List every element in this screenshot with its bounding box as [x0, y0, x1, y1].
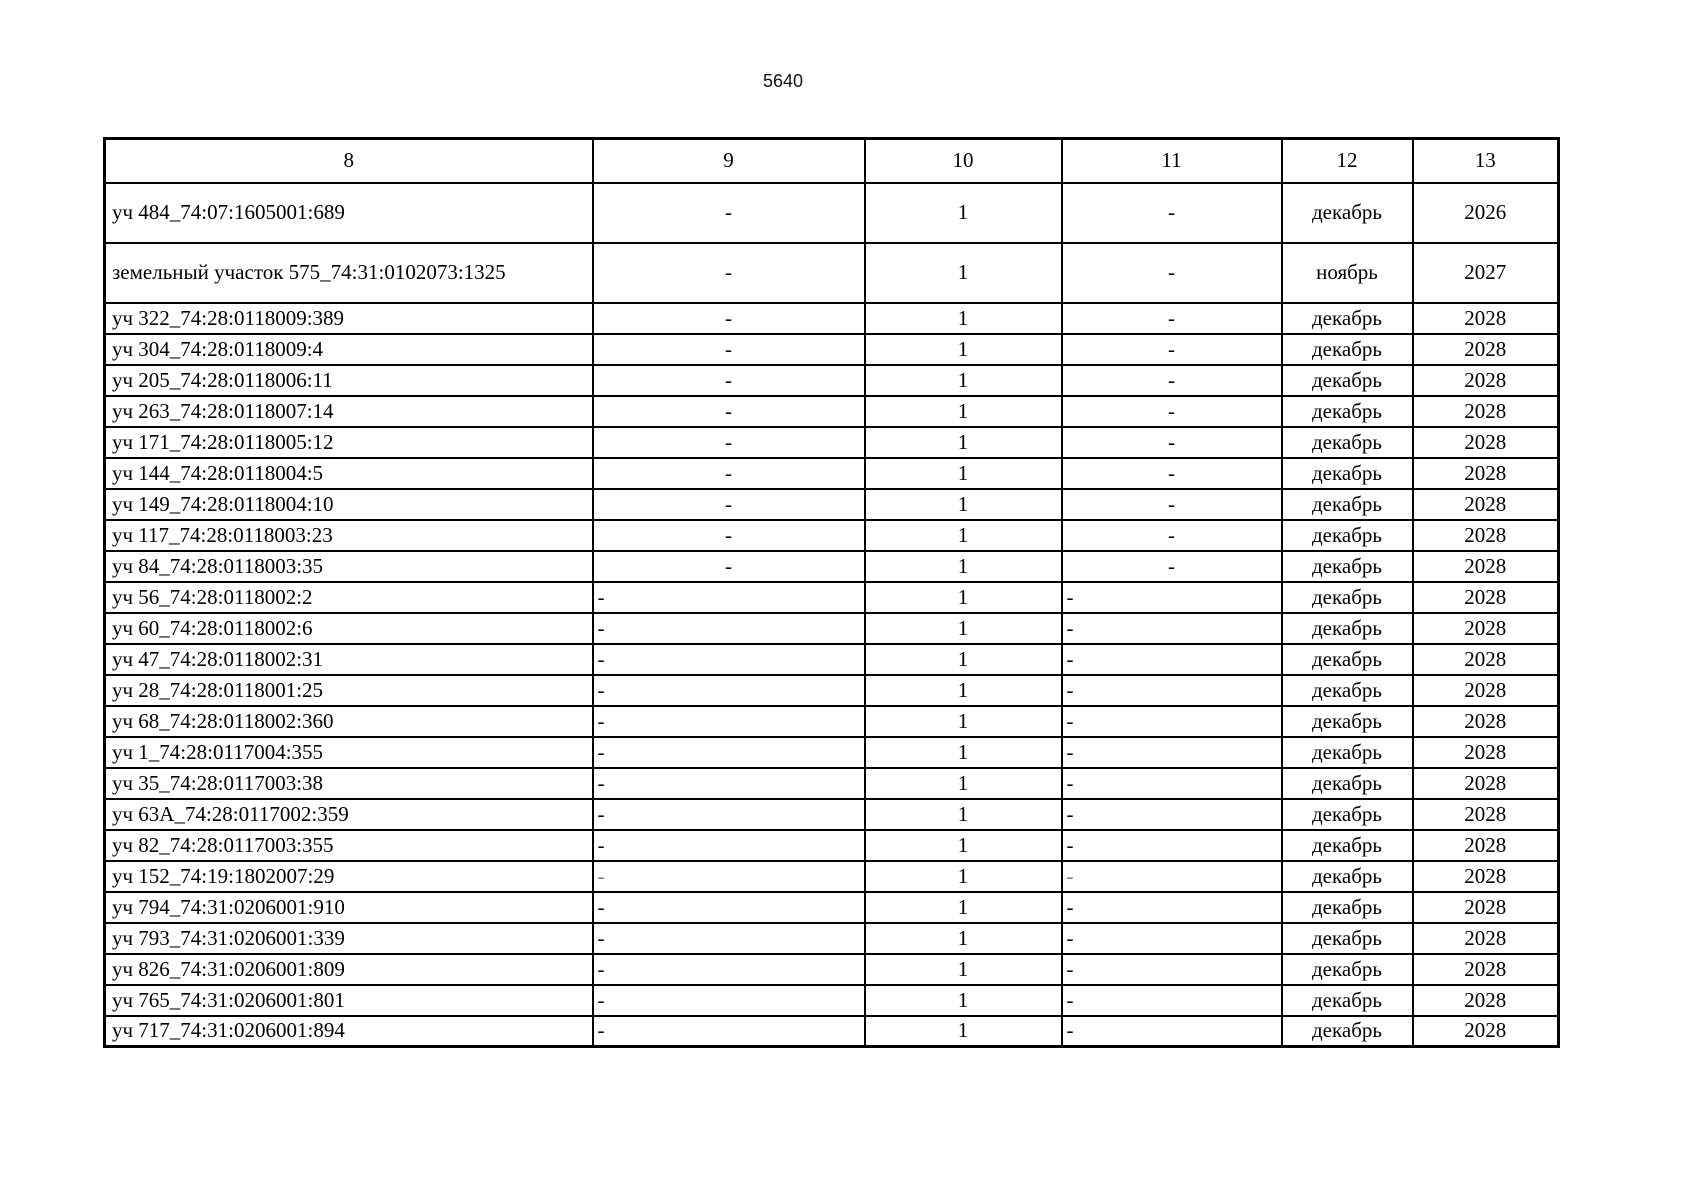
cell-col11: -	[1062, 923, 1282, 954]
cell-col9: -	[593, 675, 865, 706]
cell-col12: декабрь	[1282, 303, 1413, 334]
header-cell-col11: 11	[1062, 139, 1282, 183]
cell-col13: 2028	[1413, 551, 1559, 582]
cell-col9: -	[593, 985, 865, 1016]
header-cell-col9: 9	[593, 139, 865, 183]
cell-col13: 2028	[1413, 427, 1559, 458]
cell-col12: декабрь	[1282, 365, 1413, 396]
table-row	[105, 551, 1559, 582]
table-row	[105, 706, 1559, 737]
cell-col12: декабрь	[1282, 582, 1413, 613]
cell-col11: -	[1062, 520, 1282, 551]
cell-col8: уч 152_74:19:1802007:29	[105, 861, 593, 892]
cell-col9: -	[593, 861, 865, 892]
cell-col13: 2028	[1413, 923, 1559, 954]
cell-col13: 2028	[1413, 675, 1559, 706]
cell-col9: -	[593, 396, 865, 427]
table-row	[105, 675, 1559, 706]
cell-col12: декабрь	[1282, 768, 1413, 799]
cell-col12: декабрь	[1282, 458, 1413, 489]
cell-col10: 1	[865, 582, 1062, 613]
cell-col9: -	[593, 582, 865, 613]
cell-col11: -	[1062, 830, 1282, 861]
cell-col13: 2028	[1413, 303, 1559, 334]
cell-col10: 1	[865, 830, 1062, 861]
cell-col10: 1	[865, 396, 1062, 427]
cell-col10: 1	[865, 427, 1062, 458]
cell-col13: 2028	[1413, 985, 1559, 1016]
cell-col11: -	[1062, 243, 1282, 303]
cell-col10: 1	[865, 334, 1062, 365]
cell-col12: декабрь	[1282, 613, 1413, 644]
cell-col9: -	[593, 644, 865, 675]
cell-col8: уч 826_74:31:0206001:809	[105, 954, 593, 985]
cell-col13: 2028	[1413, 799, 1559, 830]
cell-col12: декабрь	[1282, 799, 1413, 830]
cell-col8: уч 171_74:28:0118005:12	[105, 427, 593, 458]
cell-col12: декабрь	[1282, 1016, 1413, 1047]
table-row	[105, 644, 1559, 675]
cell-col8: уч 717_74:31:0206001:894	[105, 1016, 593, 1047]
cell-col10: 1	[865, 520, 1062, 551]
cell-col8: уч 28_74:28:0118001:25	[105, 675, 593, 706]
land-plots-table	[103, 137, 1560, 1048]
cell-col12: декабрь	[1282, 737, 1413, 768]
cell-col10: 1	[865, 923, 1062, 954]
cell-col9: -	[593, 923, 865, 954]
cell-col13: 2026	[1413, 183, 1559, 243]
cell-col9: -	[593, 520, 865, 551]
table-row	[105, 489, 1559, 520]
table-header-row	[105, 139, 1559, 183]
cell-col10: 1	[865, 861, 1062, 892]
table-row	[105, 458, 1559, 489]
cell-col11: -	[1062, 768, 1282, 799]
table-row	[105, 613, 1559, 644]
cell-col12: декабрь	[1282, 985, 1413, 1016]
cell-col12: декабрь	[1282, 183, 1413, 243]
cell-col9: -	[593, 892, 865, 923]
table-row	[105, 396, 1559, 427]
cell-col11: -	[1062, 334, 1282, 365]
cell-col11: -	[1062, 183, 1282, 243]
cell-col13: 2028	[1413, 892, 1559, 923]
cell-col13: 2028	[1413, 954, 1559, 985]
cell-col9: -	[593, 551, 865, 582]
cell-col11: -	[1062, 892, 1282, 923]
cell-col12: декабрь	[1282, 675, 1413, 706]
cell-col10: 1	[865, 243, 1062, 303]
table-row	[105, 520, 1559, 551]
cell-col8: земельный участок 575_74:31:0102073:1325	[105, 243, 593, 303]
cell-col10: 1	[865, 706, 1062, 737]
cell-col11: -	[1062, 489, 1282, 520]
table-row	[105, 737, 1559, 768]
cell-col12: декабрь	[1282, 954, 1413, 985]
table-row	[105, 334, 1559, 365]
header-cell-col10: 10	[865, 139, 1062, 183]
cell-col10: 1	[865, 799, 1062, 830]
cell-col11: -	[1062, 613, 1282, 644]
cell-col9: -	[593, 243, 865, 303]
cell-col8: уч 82_74:28:0117003:355	[105, 830, 593, 861]
cell-col8: уч 322_74:28:0118009:389	[105, 303, 593, 334]
cell-col13: 2028	[1413, 768, 1559, 799]
cell-col8: уч 794_74:31:0206001:910	[105, 892, 593, 923]
cell-col11: -	[1062, 954, 1282, 985]
cell-col13: 2028	[1413, 706, 1559, 737]
cell-col10: 1	[865, 365, 1062, 396]
cell-col13: 2028	[1413, 737, 1559, 768]
cell-col8: уч 68_74:28:0118002:360	[105, 706, 593, 737]
cell-col11: -	[1062, 551, 1282, 582]
cell-col8: уч 60_74:28:0118002:6	[105, 613, 593, 644]
table-row	[105, 243, 1559, 303]
table-row	[105, 303, 1559, 334]
header-cell-col12: 12	[1282, 139, 1413, 183]
cell-col10: 1	[865, 551, 1062, 582]
cell-col11: -	[1062, 985, 1282, 1016]
cell-col8: уч 56_74:28:0118002:2	[105, 582, 593, 613]
cell-col12: декабрь	[1282, 706, 1413, 737]
cell-col11: -	[1062, 582, 1282, 613]
cell-col9: -	[593, 489, 865, 520]
cell-col9: -	[593, 1016, 865, 1047]
cell-col10: 1	[865, 985, 1062, 1016]
cell-col10: 1	[865, 458, 1062, 489]
cell-col8: уч 484_74:07:1605001:689	[105, 183, 593, 243]
table-row	[105, 768, 1559, 799]
table-row	[105, 183, 1559, 243]
cell-col12: декабрь	[1282, 427, 1413, 458]
cell-col12: декабрь	[1282, 892, 1413, 923]
cell-col12: декабрь	[1282, 520, 1413, 551]
cell-col12: декабрь	[1282, 830, 1413, 861]
table-row	[105, 892, 1559, 923]
cell-col8: уч 149_74:28:0118004:10	[105, 489, 593, 520]
cell-col13: 2028	[1413, 582, 1559, 613]
cell-col11: -	[1062, 1016, 1282, 1047]
table-row	[105, 985, 1559, 1016]
cell-col11: -	[1062, 458, 1282, 489]
cell-col13: 2028	[1413, 520, 1559, 551]
cell-col12: декабрь	[1282, 334, 1413, 365]
cell-col13: 2028	[1413, 458, 1559, 489]
cell-col13: 2028	[1413, 365, 1559, 396]
table-row	[105, 923, 1559, 954]
cell-col10: 1	[865, 303, 1062, 334]
cell-col11: -	[1062, 396, 1282, 427]
cell-col8: уч 793_74:31:0206001:339	[105, 923, 593, 954]
cell-col13: 2027	[1413, 243, 1559, 303]
header-cell-col8: 8	[105, 139, 593, 183]
cell-col8: уч 47_74:28:0118002:31	[105, 644, 593, 675]
cell-col10: 1	[865, 183, 1062, 243]
table-row	[105, 365, 1559, 396]
table-row	[105, 954, 1559, 985]
table-row	[105, 861, 1559, 892]
cell-col13: 2028	[1413, 830, 1559, 861]
cell-col9: -	[593, 183, 865, 243]
cell-col11: -	[1062, 303, 1282, 334]
cell-col12: декабрь	[1282, 861, 1413, 892]
cell-col9: -	[593, 737, 865, 768]
cell-col11: -	[1062, 675, 1282, 706]
cell-col13: 2028	[1413, 1016, 1559, 1047]
cell-col10: 1	[865, 644, 1062, 675]
cell-col11: -	[1062, 799, 1282, 830]
cell-col12: декабрь	[1282, 551, 1413, 582]
cell-col11: -	[1062, 706, 1282, 737]
cell-col9: -	[593, 706, 865, 737]
cell-col8: уч 144_74:28:0118004:5	[105, 458, 593, 489]
cell-col12: декабрь	[1282, 396, 1413, 427]
cell-col8: уч 263_74:28:0118007:14	[105, 396, 593, 427]
cell-col10: 1	[865, 954, 1062, 985]
cell-col10: 1	[865, 892, 1062, 923]
cell-col10: 1	[865, 675, 1062, 706]
table-row	[105, 582, 1559, 613]
cell-col10: 1	[865, 737, 1062, 768]
cell-col8: уч 205_74:28:0118006:11	[105, 365, 593, 396]
table-row	[105, 830, 1559, 861]
cell-col9: -	[593, 768, 865, 799]
cell-col9: -	[593, 954, 865, 985]
cell-col11: -	[1062, 861, 1282, 892]
cell-col9: -	[593, 303, 865, 334]
cell-col13: 2028	[1413, 644, 1559, 675]
cell-col9: -	[593, 427, 865, 458]
cell-col8: уч 35_74:28:0117003:38	[105, 768, 593, 799]
cell-col10: 1	[865, 768, 1062, 799]
cell-col11: -	[1062, 365, 1282, 396]
header-cell-col13: 13	[1413, 139, 1559, 183]
cell-col8: уч 63А_74:28:0117002:359	[105, 799, 593, 830]
cell-col8: уч 117_74:28:0118003:23	[105, 520, 593, 551]
cell-col11: -	[1062, 427, 1282, 458]
cell-col11: -	[1062, 644, 1282, 675]
cell-col13: 2028	[1413, 489, 1559, 520]
table-row	[105, 1016, 1559, 1047]
cell-col8: уч 304_74:28:0118009:4	[105, 334, 593, 365]
table-row	[105, 427, 1559, 458]
cell-col13: 2028	[1413, 396, 1559, 427]
cell-col11: -	[1062, 737, 1282, 768]
cell-col10: 1	[865, 489, 1062, 520]
cell-col12: декабрь	[1282, 489, 1413, 520]
cell-col9: -	[593, 613, 865, 644]
cell-col9: -	[593, 799, 865, 830]
cell-col10: 1	[865, 1016, 1062, 1047]
cell-col9: -	[593, 334, 865, 365]
cell-col12: декабрь	[1282, 923, 1413, 954]
cell-col12: ноябрь	[1282, 243, 1413, 303]
cell-col13: 2028	[1413, 613, 1559, 644]
cell-col9: -	[593, 830, 865, 861]
table-body	[105, 183, 1559, 1047]
cell-col8: уч 84_74:28:0118003:35	[105, 551, 593, 582]
cell-col8: уч 1_74:28:0117004:355	[105, 737, 593, 768]
page-number: 5640	[762, 71, 804, 91]
cell-col13: 2028	[1413, 861, 1559, 892]
cell-col12: декабрь	[1282, 644, 1413, 675]
cell-col9: -	[593, 365, 865, 396]
table-row	[105, 799, 1559, 830]
cell-col9: -	[593, 458, 865, 489]
cell-col13: 2028	[1413, 334, 1559, 365]
cell-col8: уч 765_74:31:0206001:801	[105, 985, 593, 1016]
cell-col10: 1	[865, 613, 1062, 644]
